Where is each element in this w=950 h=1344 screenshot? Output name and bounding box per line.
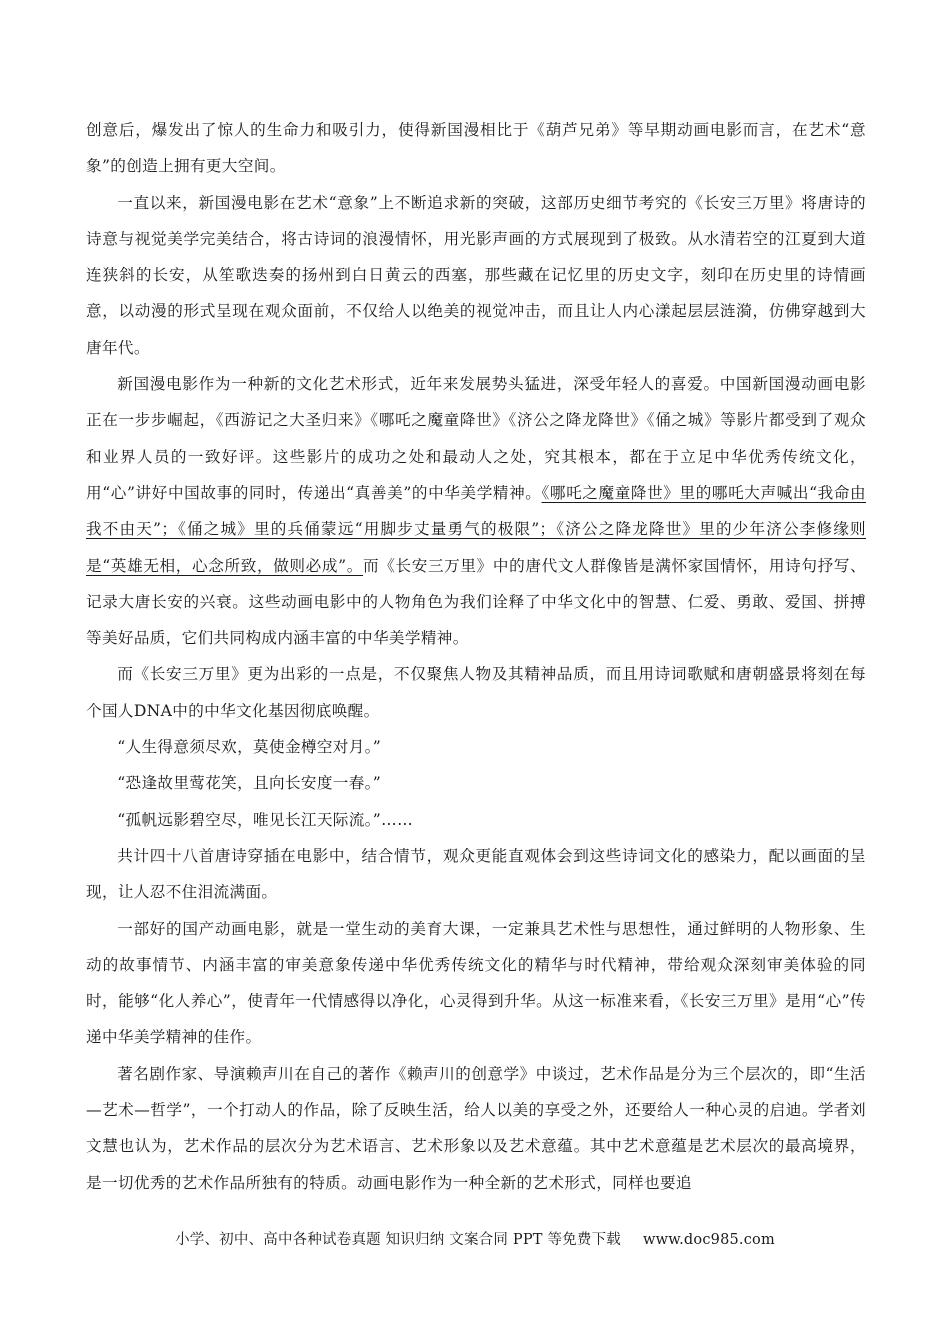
paragraph-continued: 创意后，爆发出了惊人的生命力和吸引力，使得新国漫相比于《葫芦兄弟》等早期动画电影而言，在艺术“意象”的创造上拥有更大空间。	[86, 121, 866, 176]
poem-quote: “人生得意须尽欢，莫使金樽空对月。”	[117, 738, 382, 757]
page-footer	[0, 1228, 950, 1249]
paragraph-poems-count: 共计四十八首唐诗穿插在电影中，结合情节，观众更能直观体会到这些诗词文化的感染力，配以画面的呈现，让人忍不住泪流满面。	[86, 846, 866, 902]
underlined-examples: 《哪吒之魔童降世》里的哪吒大声喊出“我命由我不由天”；《俑之城》里的兵俑蒙远“用脚步丈量勇气的极限”；《济公之降龙降世》里的少年济公李修缘则是“英雄无相，心念所致，做则必成”。	[86, 483, 867, 575]
paragraph-aesthetic-education: 一部好的国产动画电影，就是一堂生动的美育大课，一定兼具艺术性与思想性，通过鲜明的人物形象、生动的故事情节、内涵丰富的审美意象传递中华优秀传统文化的精华与时代精神，带给观众深刻审美体验的同时，能够“化人养心”，使青年一代情感得以净化，心灵得到升华。从这一标准来看，《长安三万里》是用“心”传递中华美学精神的佳作。	[86, 919, 866, 1047]
paragraph-art-levels: 著名剧作家、导演赖声川在自己的著作《赖声川的创意学》中谈过，艺术作品是分为三个层次的，即“生活—艺术—哲学”，一个打动人的作品，除了反映生活，给人以美的享受之外，还要给人一种心灵的启迪。学者刘文慧也认为，艺术作品的层次分为艺术语言、艺术形象以及艺术意蕴。其中艺术意蕴是艺术层次的最高境界，是一切优秀的艺术作品所独有的特质。动画电影作为一种全新的艺术形式，同样也要追	[86, 1064, 866, 1192]
poem-quote: “孤帆远影碧空尽，唯见长江天际流。”……	[117, 810, 414, 829]
poem-quote: “恐逢故里莺花笑，且向长安度一春。”	[117, 774, 382, 793]
article-body	[86, 112, 866, 1201]
paragraph-text: 而《长安三万里》中的唐代文人群像皆是满怀家国情怀，用诗句抒写、记录大唐长安的兴衰。这些动画电影中的人物角色为我们诠释了中华文化中的智慧、仁爱、勇敢、爱国、拼搏等美好品质，它们共同构成内涵丰富的中华美学精神。	[86, 556, 866, 648]
paragraph-dna: 而《长安三万里》更为出彩的一点是，不仅聚焦人物及其精神品质，而且用诗词歌赋和唐朝盛景将刻在每个国人DNA中的中华文化基因彻底唤醒。	[86, 665, 866, 720]
paragraph-changan-imagery: 一直以来，新国漫电影在艺术“意象”上不断追求新的突破，这部历史细节考究的《长安三万里》将唐诗的诗意与视觉美学完美结合，将古诗词的浪漫情怀，用光影声画的方式展现到了极致。从水清若空的江夏到大道连狭斜的长安，从笙歌迭奏的扬州到白日黄云的西塞，那些藏在记忆里的历史文字，刻印在历史里的诗情画意，以动漫的形式呈现在观众面前，不仅给人以绝美的视觉冲击，而且让人内心漾起层层涟漪，仿佛穿越到大唐年代。	[86, 193, 866, 357]
paragraph-text: 新国漫电影作为一种新的文化艺术形式，近年来发展势头猛进，深受年轻人的喜爱。中国新国漫动画电影正在一步步崛起，《西游记之大圣归来》《哪吒之魔童降世》《济公之降龙降世》《俑之城》等影片都受到了观众和业界人员的一致好评。这些影片的成功之处和最动人之处，究其根本，都在于立足中华优秀传统文化，用“心”讲好中国故事的同时，传递出“真善美”的中华美学精神。	[86, 375, 866, 502]
footer-site-link[interactable]: www.doc985.com	[642, 1232, 775, 1248]
paragraph-new-animation	[86, 366, 866, 656]
footer-text: 小学、初中、高中各种试卷真题 知识归纳 文案合同 PPT 等免费下载	[175, 1232, 621, 1248]
